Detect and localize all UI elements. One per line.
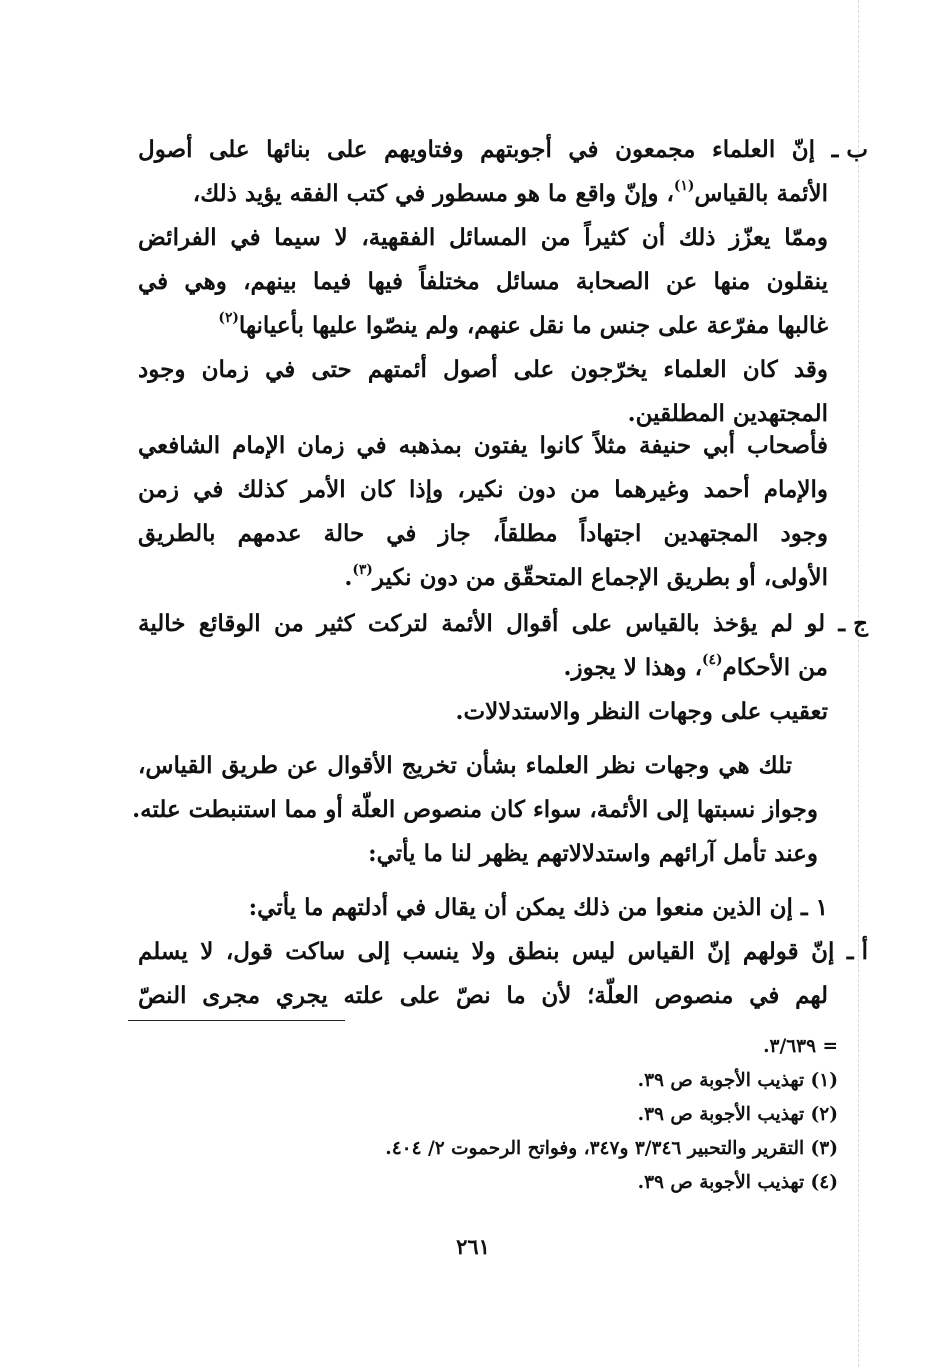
text-line: غالبها مفرّعة على جنس ما نقل عنهم، ولم ينصّوا عليها بأعيانها$^{(٢)}$ <box>218 309 828 339</box>
section-heading: تعقيب على وجهات النظر والاستدلالات. <box>455 698 828 725</box>
text-line: ب ـ إنّ العلماء مجمعون في أجوبتهم وفتاويهم على بنائها على أصول <box>138 128 868 172</box>
footnote-ref: (٤) <box>702 651 723 668</box>
paragraph-j <box>138 602 868 734</box>
text-line: فأصحاب أبي حنيفة مثلاً كانوا يفتون بمذهبه في زمان الإمام الشافعي <box>138 432 828 459</box>
text-line: ينقلون منها عن الصحابة مسائل مختلفاً فيها فيما بينهم، وهي في <box>138 268 828 295</box>
footnote-continuation: = ٣/٦٣٩. <box>763 1036 838 1057</box>
text-line: وممّا يعزّز ذلك أن كثيراً من المسائل الفقهية، لا سيما في الفرائض <box>138 224 828 251</box>
footnote-ref: (٣) <box>352 561 373 578</box>
footnote-2: (٢) تهذيب الأجوبة ص ٣٩. <box>637 1104 838 1125</box>
footnote-separator <box>128 1020 345 1021</box>
page-number: ٢٦١ <box>456 1234 490 1259</box>
scan-edge-line <box>858 0 859 1367</box>
footnote-ref: (٢) <box>218 309 239 326</box>
text-line: ١ ـ إن الذين منعوا من ذلك يمكن أن يقال في أدلتهم ما يأتي: <box>248 894 828 921</box>
text-line: ج ـ لو لم يؤخذ بالقياس على أقوال الأئمة لتركت كثير من الوقائع خالية <box>138 602 868 646</box>
text-line: والإمام أحمد وغيرهما من دون نكير، وإذا كان الأمر كذلك في زمن <box>138 476 828 503</box>
text-line: الأولى، أو بطريق الإجماع المتحقّق من دون نكير$^{(٣)}$. <box>344 561 828 591</box>
item-label-j: ج ـ <box>838 610 868 637</box>
footnote-3: (٣) التقرير والتحبير ٣/٣٤٦ و٣٤٧، وفواتح الرحموت ٢/ ٤٠٤. <box>385 1138 838 1159</box>
text-line: تلك هي وجهات نظر العلماء بشأن تخريج الأقوال عن طريق القياس، <box>138 752 792 779</box>
text-line: من الأحكام$^{(٤)}$، وهذا لا يجوز. <box>563 651 828 681</box>
footnote-1: (١) تهذيب الأجوبة ص ٣٩. <box>637 1070 838 1091</box>
text-line: لهم في منصوص العلّة؛ لأن ما نصّ على علته يجري مجرى النصّ <box>138 982 828 1009</box>
text-line: وقد كان العلماء يخرّجون على أصول أئمتهم حتى في زمان وجود <box>138 356 828 383</box>
paragraph-b-continued <box>138 424 828 600</box>
item-label-b: ب ـ <box>831 136 869 163</box>
text-line: أ ـ إنّ قولهم إنّ القياس ليس بنطق ولا ينسب إلى ساكت قول، لا يسلم <box>138 930 868 974</box>
item-1 <box>138 886 828 930</box>
text-line: وجود المجتهدين اجتهاداً مطلقاً، جاز في حالة عدمهم بالطريق <box>138 520 828 547</box>
text-line: المجتهدين المطلقين. <box>627 400 828 427</box>
paragraph-b <box>138 128 869 436</box>
text-line: وعند تأمل آرائهم واستدلالاتهم يظهر لنا ما يأتي: <box>368 840 818 867</box>
item-label-a: أ ـ <box>846 938 868 965</box>
footnote-ref: (١) <box>673 177 695 194</box>
footnote-4: (٤) تهذيب الأجوبة ص ٣٩. <box>637 1172 838 1193</box>
text-line: الأئمة بالقياس$^{(١)}$، وإنّ واقع ما هو مسطور في كتب الفقه يؤيد ذلك، <box>192 177 828 207</box>
item-a <box>138 930 868 1018</box>
text-line: وجواز نسبتها إلى الأئمة، سواء كان منصوص العلّة أو مما استنبطت علته. <box>132 796 818 823</box>
paragraph-c <box>132 744 818 876</box>
